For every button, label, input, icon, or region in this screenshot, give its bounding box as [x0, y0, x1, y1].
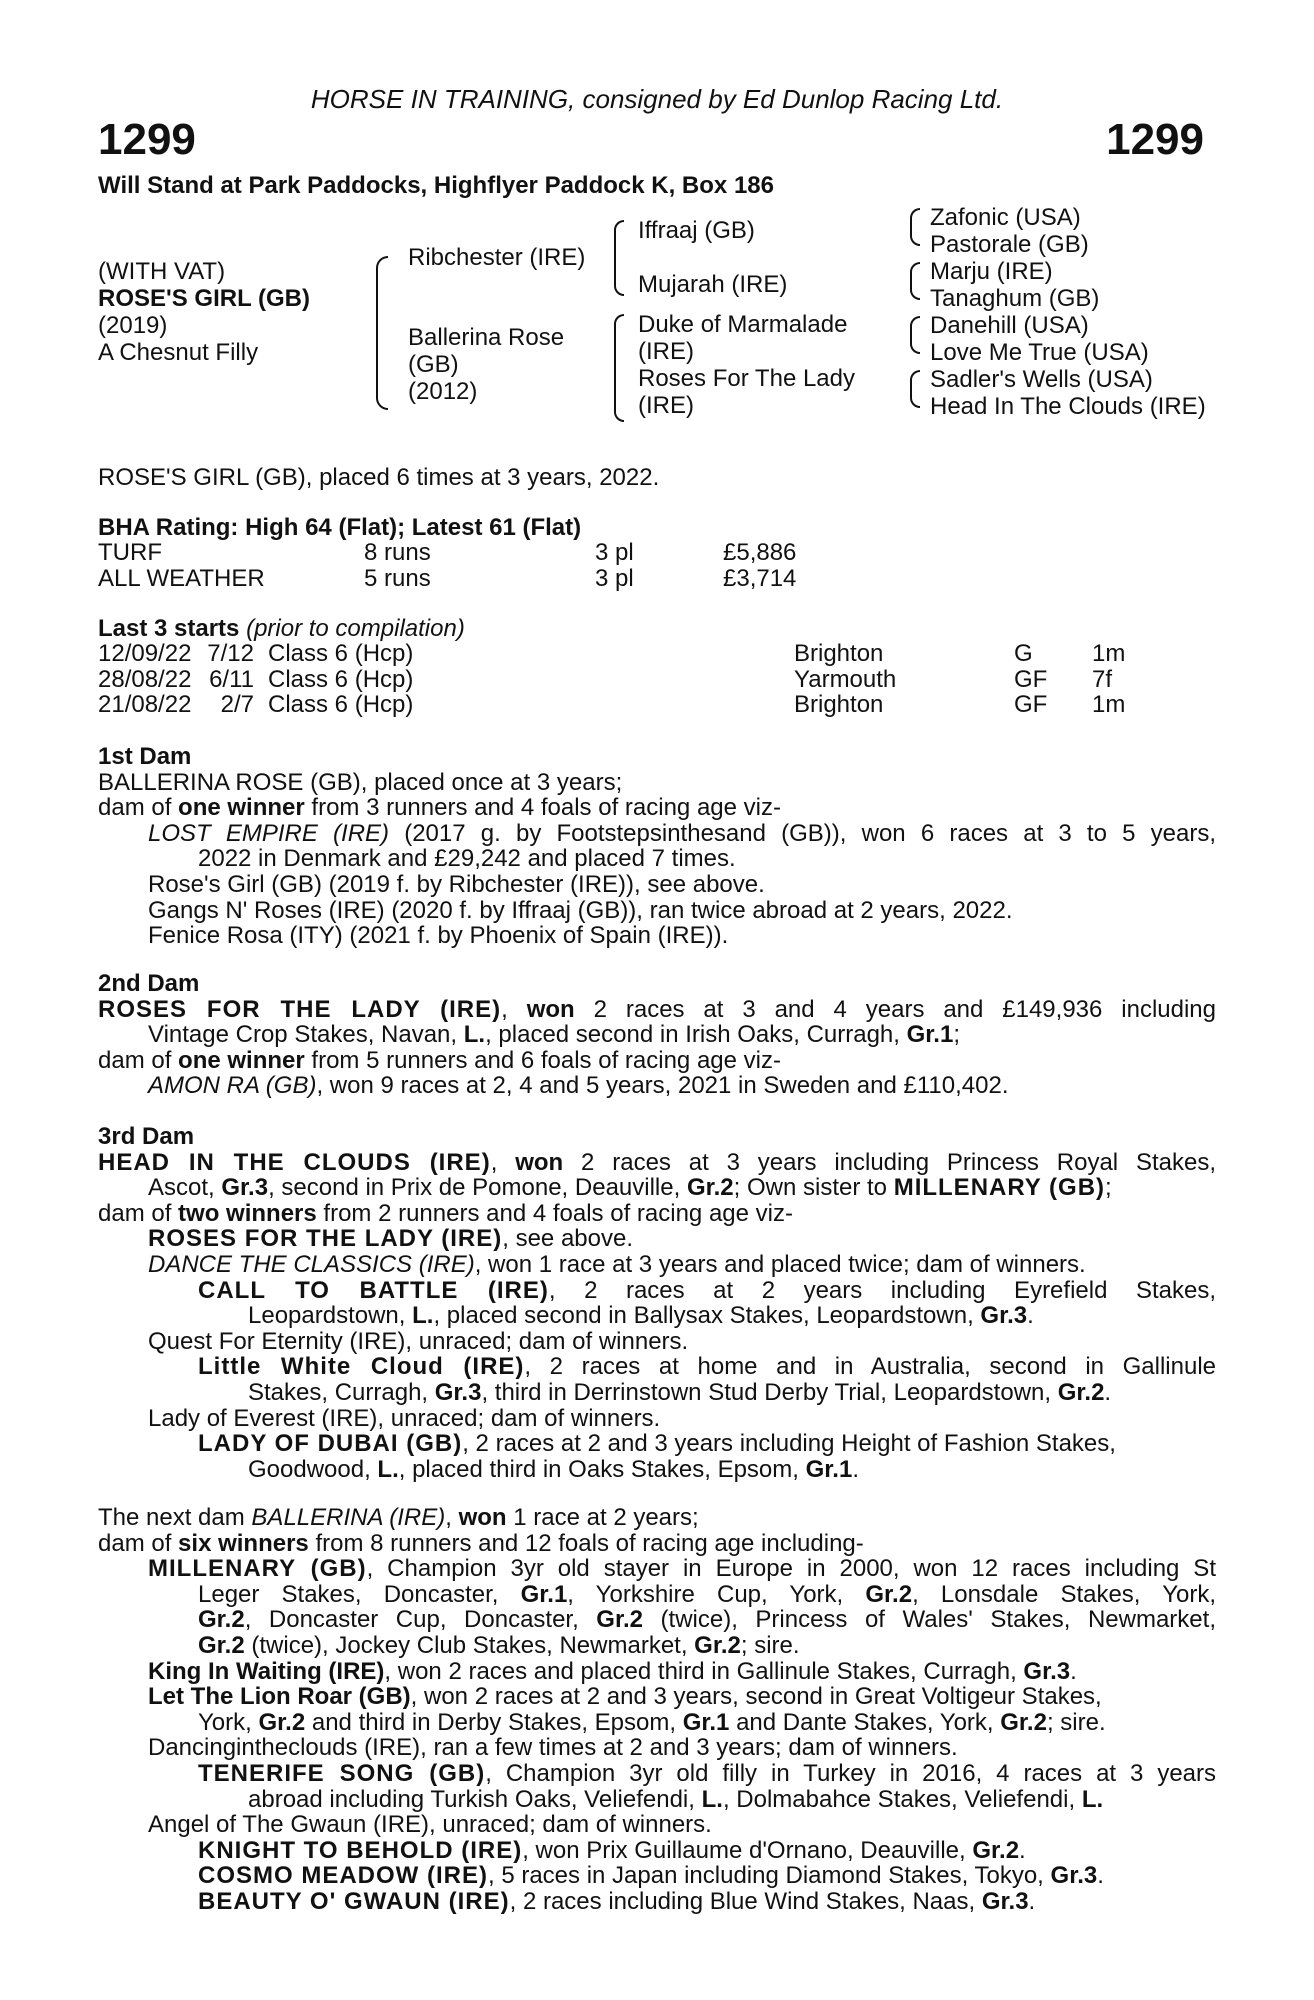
lot-number-right: 1299 — [1106, 115, 1204, 164]
table-row: 12/09/22 7/12 Class 6 (Hcp) Brighton G 1m — [98, 640, 1126, 667]
race-summary: ROSE'S GIRL (GB), placed 6 times at 3 years, 2022. — [98, 464, 660, 491]
gen3-brace-3 — [910, 316, 920, 354]
table-row: 28/08/22 6/11 Class 6 (Hcp) Yarmouth GF 7f — [98, 665, 1113, 693]
table-row: 21/08/22 2/7 Class 6 (Hcp) Brighton GF 1m — [98, 691, 1126, 719]
dam-of-horse: Ballerina Rose (GB) (2012) — [408, 324, 565, 405]
dam-sire: Duke of Marmalade (IRE) — [638, 311, 848, 365]
horse-year: (2019) — [98, 312, 168, 339]
horse-identity — [98, 258, 310, 366]
dam-brace — [614, 314, 624, 422]
surface-record — [98, 540, 796, 591]
horse-name: ROSE'S GIRL (GB) — [98, 285, 310, 312]
sire-sire: Iffraaj (GB) — [638, 217, 755, 244]
gen3-ancestors: Zafonic (USA) Pastorale (GB) Marju (IRE) Tanaghum (GB) Danehill (USA) Love Me True (USA) Sadler's Wells (USA) Head In The Clouds (IRE) — [930, 204, 1206, 420]
sire-brace — [614, 220, 624, 296]
gen3-brace-1 — [910, 208, 920, 246]
dam-dam: Roses For The Lady (IRE) — [638, 365, 855, 419]
table-row: ALL WEATHER 5 runs 3 pl £3,714 — [98, 564, 797, 592]
last-starts-table — [98, 641, 1125, 718]
gen3-brace-2 — [910, 262, 920, 300]
lot-number-left: 1299 — [98, 115, 196, 164]
gen3-brace-4 — [910, 370, 920, 408]
last-starts-heading: Last 3 starts (prior to compilation) — [98, 615, 465, 642]
stand-location: Will Stand at Park Paddocks, Highflyer Paddock K, Box 186 — [98, 172, 774, 199]
table-row: TURF 8 runs 3 pl £5,886 — [98, 539, 797, 566]
pedigree-brace — [376, 256, 388, 410]
second-dam-section: 2nd Dam ROSES FOR THE LADY (IRE), won 2 races at 3 and 4 years and £149,936 including Vintage Crop Stakes, Navan, L., placed second in Irish Oaks, Curragh, Gr.1; dam of one winner from 5 runners and 6 foals of racing age viz- AMON RA (GB), won 9 races at 2, 4 and 5 years, 2021 in Sweden and £110,402. — [98, 970, 1216, 1100]
sire: Ribchester (IRE) — [408, 244, 586, 271]
section-heading: 2nd Dam — [98, 970, 200, 997]
vat-note: (WITH VAT) — [98, 258, 226, 285]
sire-dam: Mujarah (IRE) — [638, 271, 788, 298]
section-heading: 3rd Dam — [98, 1123, 195, 1150]
consignor-line: HORSE IN TRAINING, consigned by Ed Dunlop Racing Ltd. — [310, 84, 1004, 114]
horse-description: A Chesnut Filly — [98, 339, 259, 366]
bha-rating: BHA Rating: High 64 (Flat); Latest 61 (Flat) — [98, 514, 582, 541]
third-dam-section: 3rd Dam HEAD IN THE CLOUDS (IRE), won 2 races at 3 years including Princess Royal Stakes, Ascot, Gr.3, second in Prix de Pomone, Deauville, Gr.2; Own sister to MILLENARY (GB); dam of two winners from 2 runners and 4 foals of racing age viz- ROSES FOR THE LADY (IRE), see above. DANCE THE CLASSICS (IRE), won 1 race at 3 years and placed twice; dam of winners. CALL TO BATTLE (IRE), 2 races at 2 years including Eyrefield Stakes, Leopardstown, L., placed second in Ballysax Stakes, Leopardstown, Gr.3. Quest For Eternity (IRE), unraced; dam of winners. Little White Cloud (IRE), 2 races at home and in Australia, second in Gallinule Stakes, Curragh, Gr.3, third in Derrinstown Stud Derby Trial, Leopardstown, Gr.2. Lady of Everest (IRE), unraced; dam of winners. LADY OF DUBAI (GB), 2 races at 2 and 3 years including Height of Fashion Stakes, Goodwood, L., placed third in Oaks Stakes, Epsom, Gr.1. — [98, 1123, 1217, 1483]
first-dam-section: 1st Dam BALLERINA ROSE (GB), placed once at 3 years; dam of one winner from 3 runners and 4 foals of racing age viz- LOST EMPIRE (IRE) (2017 g. by Footstepsinthesand (GB)), won 6 races at 3 to 5 years, 2022 in Denmark and £29,242 and placed 7 times. Rose's Girl (GB) (2019 f. by Ribchester (IRE)), see above. Gangs N' Roses (IRE) (2020 f. by Iffraaj (GB)), ran twice abroad at 2 years, 2022. Fenice Rosa (ITY) (2021 f. by Phoenix of Spain (IRE)). — [98, 743, 1216, 950]
section-heading: 1st Dam — [98, 743, 192, 770]
next-dam-section: The next dam BALLERINA (IRE), won 1 race at 2 years; dam of six winners from 8 runners and 12 foals of racing age including- MILLENARY (GB), Champion 3yr old stayer in Europe in 2000, won 12 races including St Leger Stakes, Doncaster, Gr.1, Yorkshire Cup, York, Gr.2, Lonsdale Stakes, York, Gr.2, Doncaster Cup, Doncaster, Gr.2 (twice), Princess of Wales' Stakes, Newmarket, Gr.2 (twice), Jockey Club Stakes, Newmarket, Gr.2; sire. King In Waiting (IRE), won 2 races and placed third in Gallinule Stakes, Curragh, Gr.3. Let The Lion Roar (GB), won 2 races at 2 and 3 years, second in Great Voltigeur Stakes, York, Gr.2 and third in Derby Stakes, Epsom, Gr.1 and Dante Stakes, York, Gr.2; sire. Dancingintheclouds (IRE), ran a few times at 2 and 3 years; dam of winners. TENERIFE SONG (GB), Champion 3yr old filly in Turkey in 2016, 4 races at 3 years abroad including Turkish Oaks, Veliefendi, L., Dolmabahce Stakes, Veliefendi, L. Angel of The Gwaun (IRE), unraced; dam of winners. KNIGHT TO BEHOLD (IRE), won Prix Guillaume d'Ornano, Deauville, Gr.2. COSMO MEADOW (IRE), 5 races in Japan including Diamond Stakes, Tokyo, Gr.3. BEAUTY O' GWAUN (IRE), 2 races including Blue Wind Stakes, Naas, Gr.3. — [98, 1504, 1217, 1915]
